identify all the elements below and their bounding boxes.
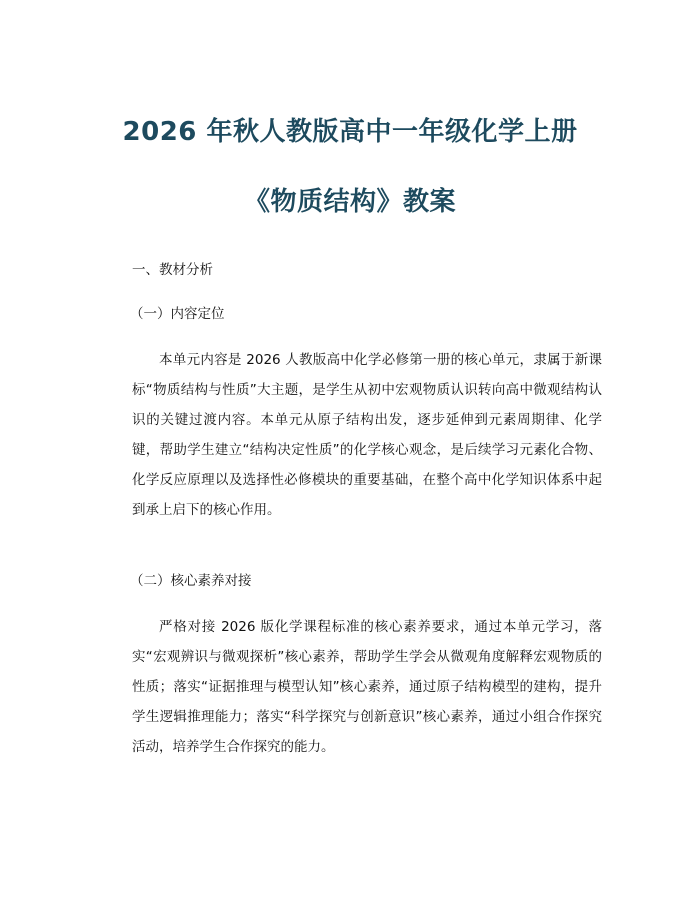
document-title-line2: 《物质结构》教案 bbox=[243, 187, 456, 217]
paragraph-core-literacy: 严格对接 2026 版化学课程标准的核心素养要求，通过本单元学习，落实“宏观辨识与微观探析”核心素养，帮助学生学会从微观角度解释宏观物质的性质；落实“证据推理与模型认知”核心素养，通过原子结构模型的建构，提升学生逻辑推理能力；落实“科学探究与创新意识”核心素养，通过小组合作探究活动，培养学生合作探究的能力。 bbox=[132, 619, 602, 755]
subsection-heading-content-positioning: （一）内容定位 bbox=[130, 306, 225, 322]
document-title-line1: 2026 年秋人教版高中一年级化学上册 bbox=[122, 117, 578, 147]
paragraph-content-positioning: 本单元内容是 2026 人教版高中化学必修第一册的核心单元，隶属于新课标“物质结构与性质”大主题，是学生从初中宏观物质认识转向高中微观结构认识的关键过渡内容。本单元从原子结构出发，逐步延伸到元素周期律、化学键，帮助学生建立“结构决定性质”的化学核心观念，是后续学习元素化合物、化学反应原理以及选择性必修模块的重要基础，在整个高中化学知识体系中起到承上启下的核心作用。 bbox=[132, 352, 602, 518]
subsection-heading-core-literacy: （二）核心素养对接 bbox=[130, 573, 252, 589]
section-heading-textbook-analysis: 一、教材分析 bbox=[132, 262, 213, 278]
